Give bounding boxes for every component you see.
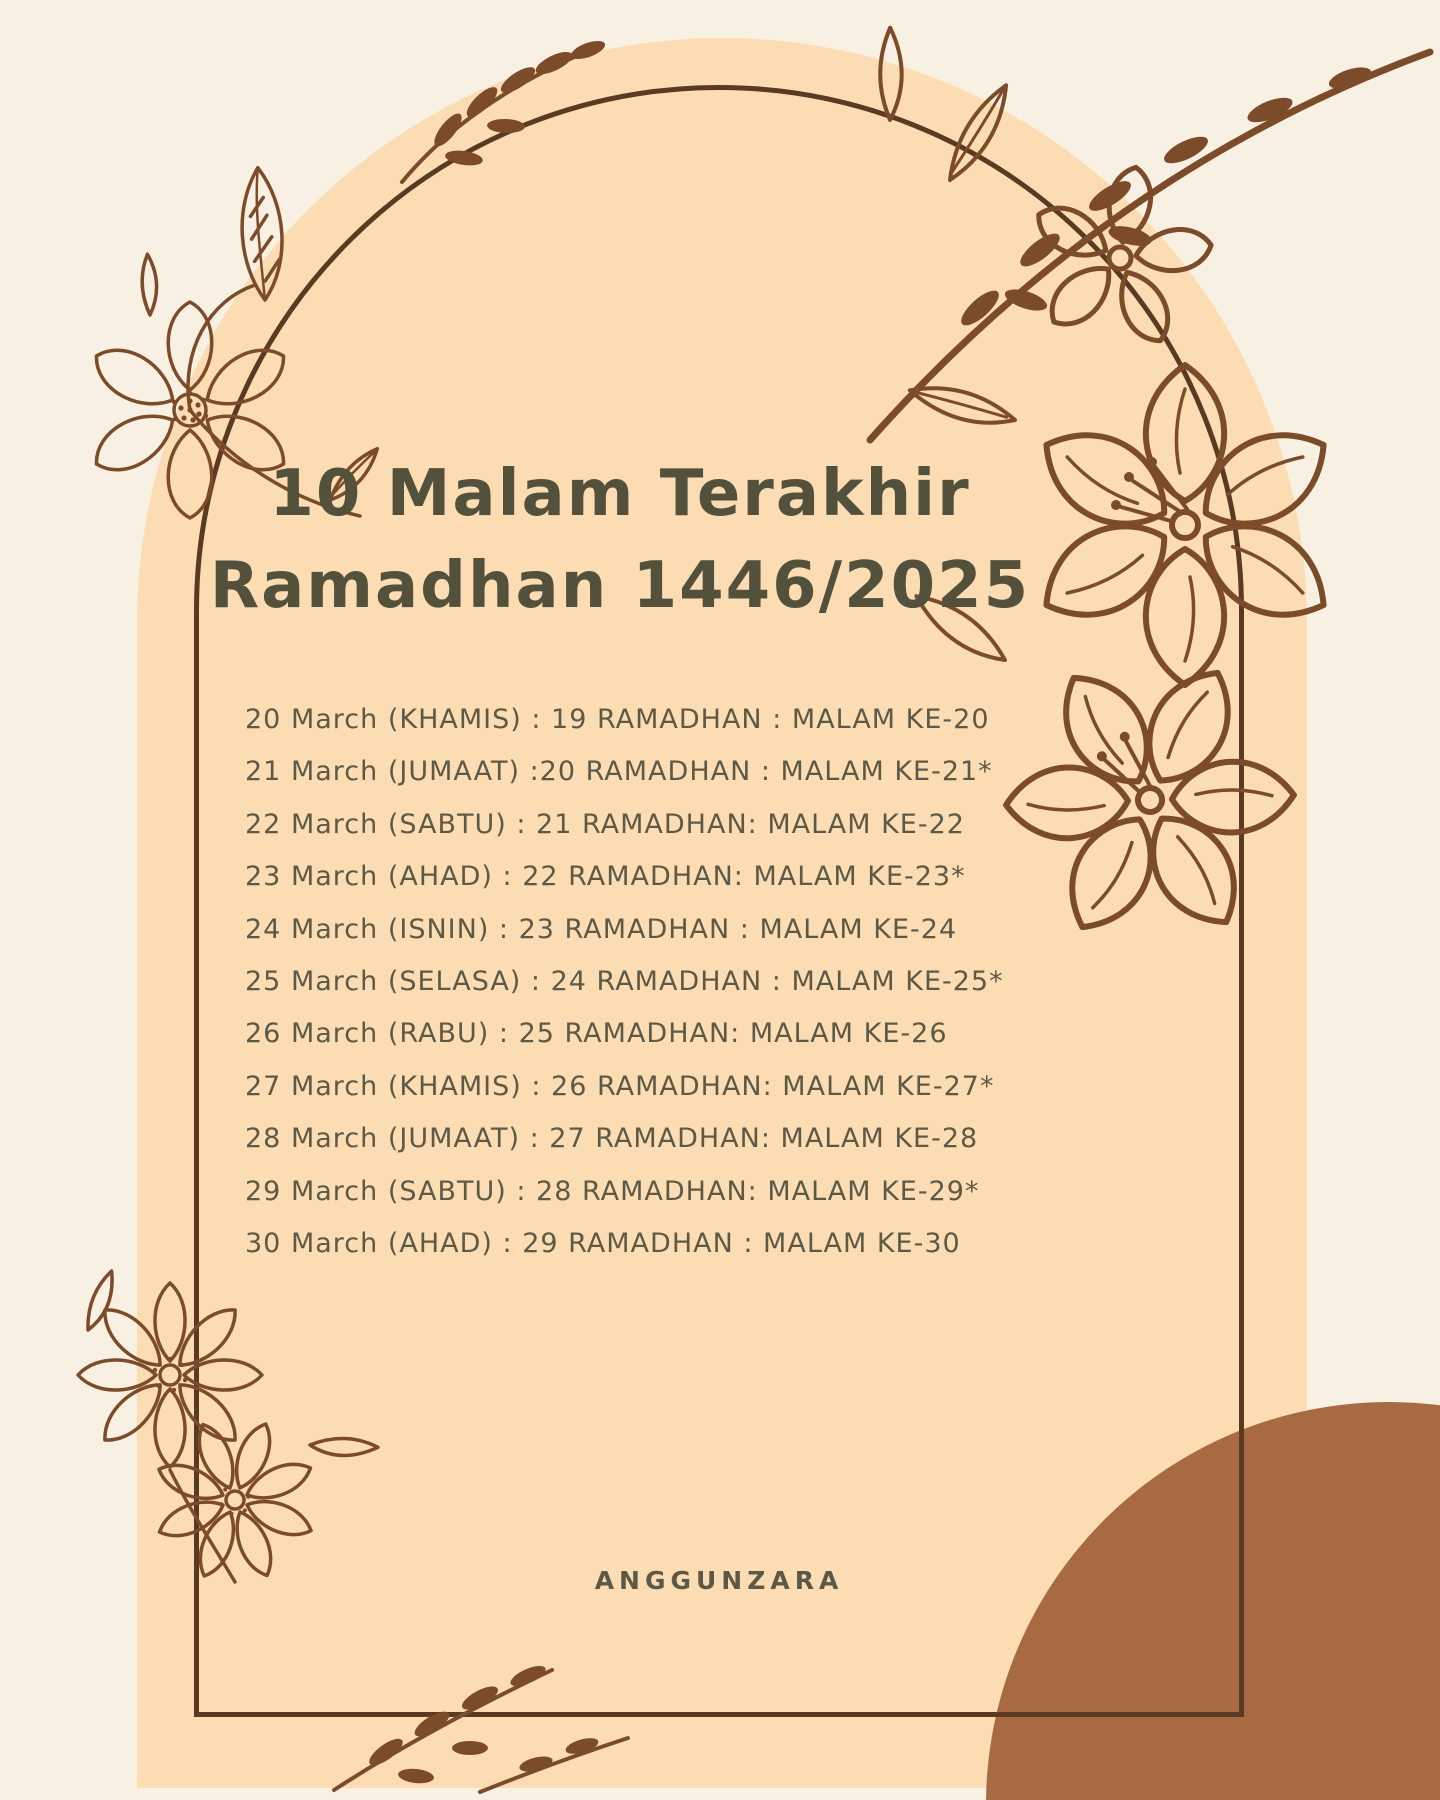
schedule-line: 22 March (SABTU) : 21 RAMADHAN: MALAM KE-22 [245, 808, 965, 840]
schedule-line: 24 March (ISNIN) : 23 RAMADHAN : MALAM KE-24 [245, 913, 958, 945]
title-line-1: 10 Malam Terakhir [269, 457, 971, 531]
schedule-line: 29 March (SABTU) : 28 RAMADHAN: MALAM KE-29* [245, 1175, 980, 1207]
poster-title [160, 448, 1080, 632]
schedule-line: 21 March (JUMAAT) :20 RAMADHAN : MALAM KE-21* [245, 756, 993, 788]
schedule-line: 20 March (KHAMIS) : 19 RAMADHAN : MALAM KE-20 [245, 704, 990, 735]
schedule-line: 23 March (AHAD) : 22 RAMADHAN: MALAM KE-23* [245, 861, 966, 893]
brand-name: ANGGUNZARA [594, 1566, 844, 1595]
schedule-line: 27 March (KHAMIS) : 26 RAMADHAN: MALAM KE-27* [245, 1070, 995, 1102]
schedule-line: 30 March (AHAD) : 29 RAMADHAN : MALAM KE-30 [245, 1228, 961, 1260]
schedule-line: 25 March (SELASA) : 24 RAMADHAN : MALAM KE-25* [245, 966, 1004, 998]
schedule-line: 26 March (RABU) : 25 RAMADHAN: MALAM KE-26 [245, 1018, 948, 1050]
title-line-2: Ramadhan 1446/2025 [209, 549, 1031, 623]
schedule-line: 28 March (JUMAAT) : 27 RAMADHAN: MALAM KE-28 [245, 1123, 979, 1155]
ramadhan-schedule-list [245, 694, 1045, 1270]
